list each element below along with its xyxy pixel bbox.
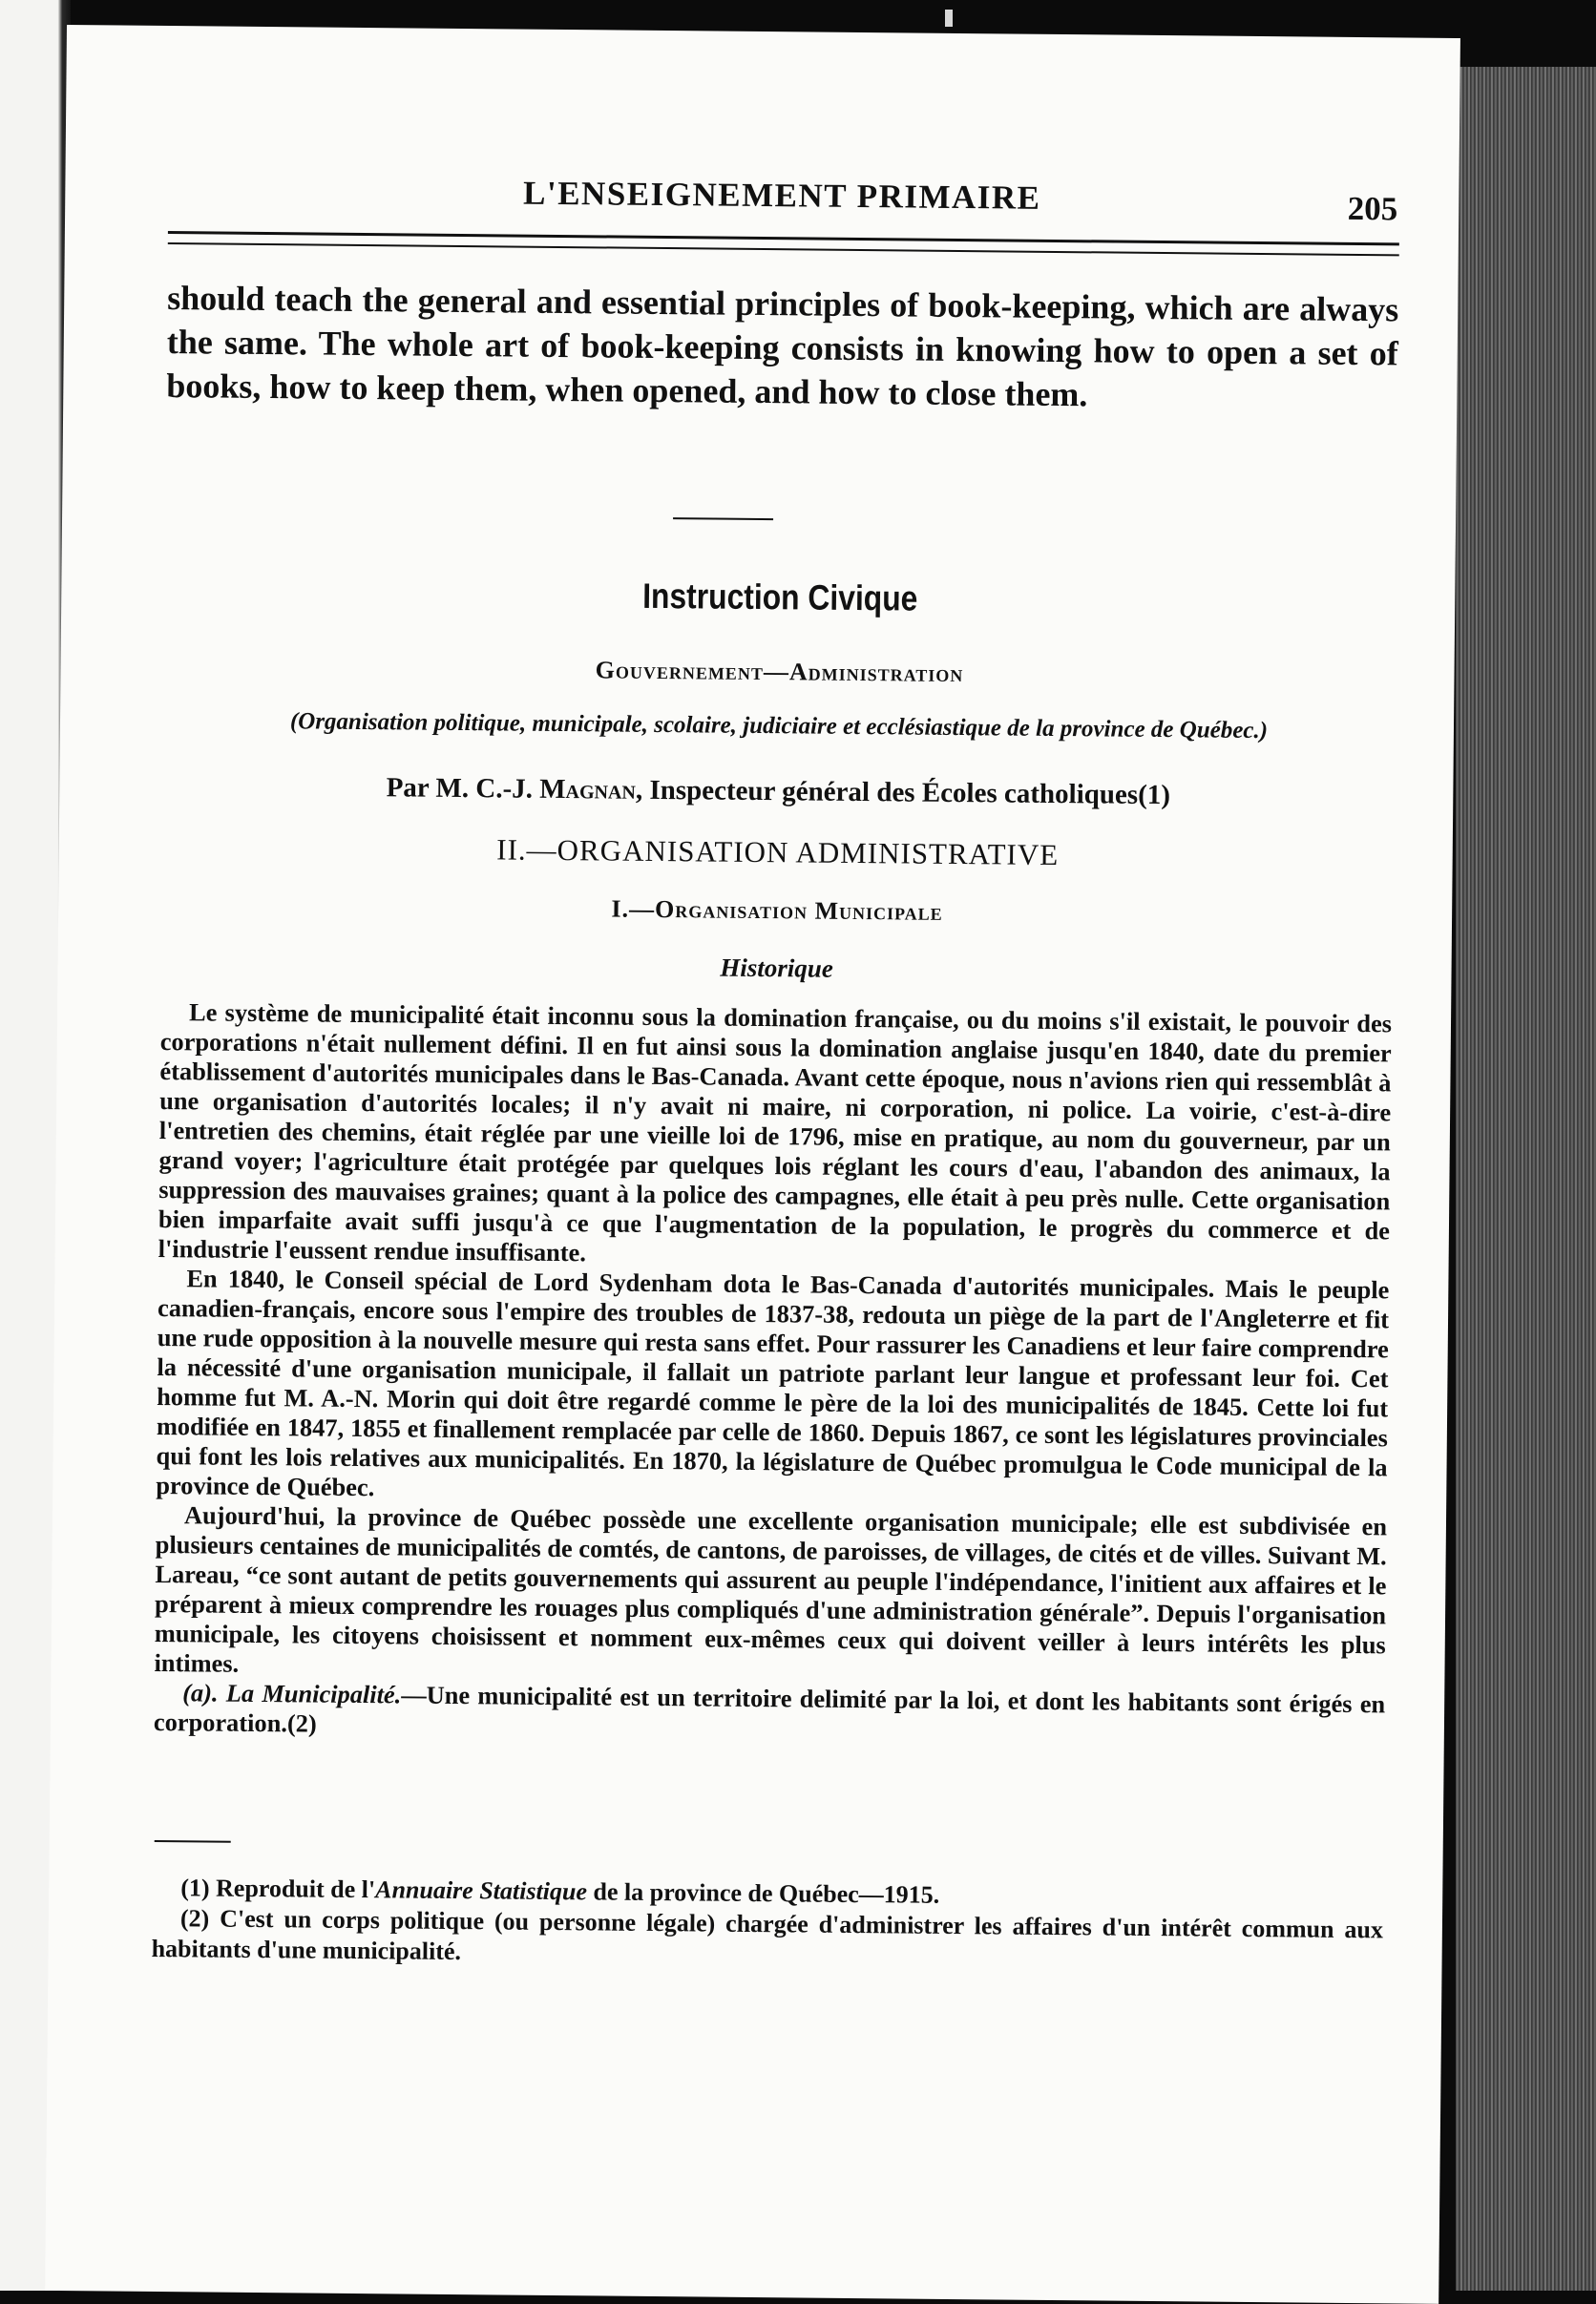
- section-scope: (Organisation politique, municipale, scolaire, judiciaire et ecclésiastique de la province de Québec.): [289, 708, 1269, 744]
- body-text: [154, 997, 1392, 1749]
- running-title: L'ENSEIGNEMENT PRIMAIRE: [522, 174, 1041, 217]
- section-divider: [673, 517, 773, 520]
- footnote-rule: [155, 1840, 231, 1843]
- footnote-1-prefix: (1) Reproduit de l': [180, 1874, 376, 1904]
- footnote-2: (2) C'est un corps politique (ou personne légale) chargée d'administrer les affaires d'un intérêt commun aux habitants d'une municipalité.: [151, 1904, 1384, 1966]
- page-header: [166, 169, 1398, 238]
- subheading-historique: Historique: [720, 953, 833, 983]
- page-number: 205: [1347, 189, 1398, 228]
- intro-paragraph: should teach the general and essential principles of book-keeping, which are always the same. The whole art of book-keeping consists in knowing how to open a set of books, how to keep them, when opened, and how to close them.: [166, 279, 1399, 414]
- definition-text: —Une municipalité est un territoire delimité par la loi, et dont les habitants sont érigés en corporation.(2): [153, 1680, 1386, 1738]
- paragraph-2: En 1840, le Conseil spécial de Lord Sydenham dota le Bas-Canada d'autorités municipales. Mais le peuple canadien-français, encore sous l'empire des troubles de 1837-38, redouta un piège de la part de l'Angleterre et fit une rude opposition à la nouvelle mesure qui resta sans effet. Pour rassurer les Canadiens et leur faire comprendre la nécessité d'une organisation municipale, il fallait un patriote parlant leur langue et professant leur foi. Cet homme fut M. A.-N. Morin qui doit être regardé comme le père de la loi des municipalités de 1845. Cette loi fut modifiée en 1847, 1855 et finallement remplacée par celle de 1860. Depuis 1867, ce sont les législatures provinciales qui font les lois relatives aux municipalités. En 1870, la législature de Québec promulgua le Code municipal de la province de Québec.: [156, 1264, 1390, 1502]
- footnotes: [151, 1873, 1383, 1976]
- paragraph-1: Le système de municipalité était inconnu sous la domination française, ou du moins s'il existait, le pouvoir des corporations n'était nullement défini. Il en fut ainsi sous la domination anglaise jusqu'en 1840, date du premier établissement d'autorités municipales dans le Bas-Canada. Avant cette époque, nous n'avions rien qui ressemblât à une organisation d'autorités locales; il n'y avait ni maire, ni corporation, ni police. La voirie, c'est-à-dire l'entretien des chemins, était réglée par une vieille loi de 1796, mise en pratique, au nom du gouverneur, par un grand voyer; l'agriculture était protégée par quelques lois réglant les cours d'eau, l'abandon des animaux, la suppression des mauvaises graines; quant à la police des campagnes, elle était à peu près nulle. Cette organisation bien imparfaite avait suffi jusqu'à ce que l'augmentation de la population, le progrès du commerce et de l'industrie l'eussent rendue insuffisante.: [158, 997, 1393, 1267]
- section-subtitle: Gouvernement—Administration: [595, 656, 964, 688]
- scan-speck: [945, 10, 953, 27]
- section-title: Instruction Civique: [641, 576, 918, 618]
- author-prefix: Par M. C.-J.: [386, 772, 534, 805]
- author-suffix: , Inspecteur général des Écoles catholiques(1): [635, 774, 1171, 811]
- page-stack-edges: [1456, 67, 1596, 2291]
- definition-label: (a). La Municipalité.: [182, 1678, 402, 1709]
- document-page: [45, 25, 1460, 2304]
- chapter-title: I.—Organisation Municipale: [611, 894, 943, 926]
- footnote-1-suffix: de la province de Québec—1915.: [586, 1877, 940, 1909]
- author-name: Magnan: [539, 773, 637, 806]
- footnote-1-title: Annuaire Statistique: [375, 1875, 588, 1906]
- paragraph-3: Aujourd'hui, la province de Québec possède une excellente organisation municipale; elle est subdivisée en plusieurs centaines de municipalités de comtés, de cantons, de paroisses, de villages, de cités et de villes. Suivant M. Lareau, “ce sont autant de petits gouvernements qui assurent au peuple l'indépendance, l'initient aux affaires et le préparent à mieux comprendre les rouages plus compliqués d'une administration générale”. Depuis l'organisation municipale, les citoyens choisissent et nomment eux-mêmes ceux qui doivent veiller à leurs intérêts les plus intimes.: [154, 1500, 1388, 1678]
- part-title: II.—ORGANISATION ADMINISTRATIVE: [496, 832, 1060, 872]
- author-line: [162, 770, 1394, 813]
- definition-paragraph: [154, 1678, 1386, 1749]
